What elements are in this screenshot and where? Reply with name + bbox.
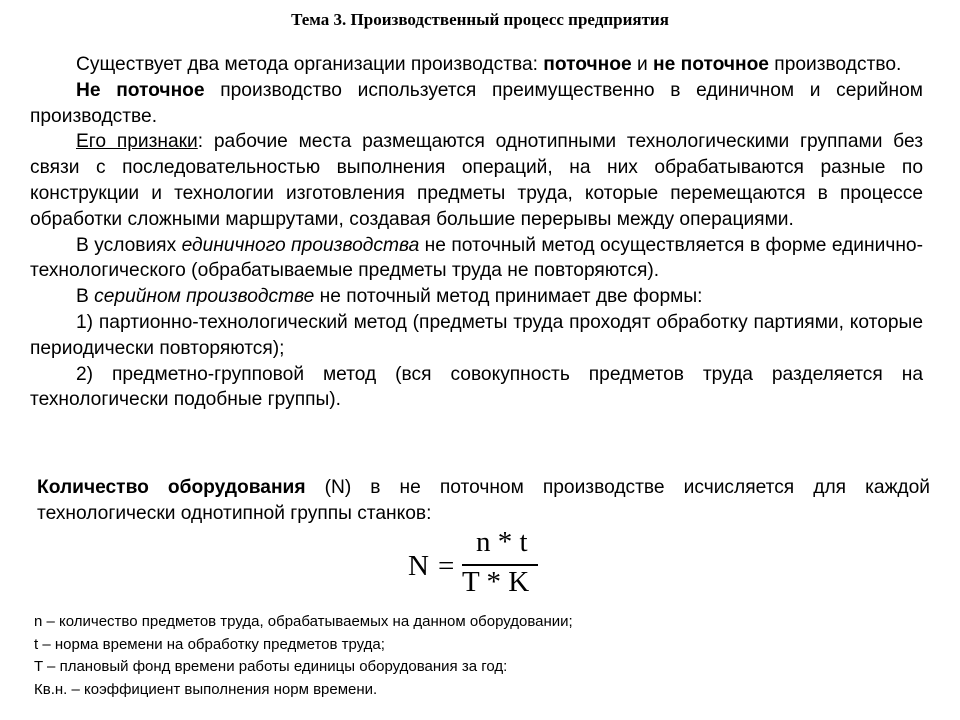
text-run: В [76,286,95,308]
term-serial-production: серийном производстве [94,286,315,308]
term-equipment-count: Количество оборудования [37,477,306,498]
paragraph-form-1: 1) партионно-технологический метод (предметы труда проходят обработку партиями, которые периодически повторяются); [30,311,923,359]
definition-item: T – плановый фонд времени работы единицы оборудования за год: [34,658,508,675]
text-run: Существует два метода организации производства: [76,54,544,75]
formula-lhs: N [408,550,429,582]
equipment-formula [408,526,608,606]
equipment-section [37,475,930,527]
text-run: не поточный метод осуществляется в форме единично-технологического (обрабатываемые предметы труда не повторяются). [30,234,923,282]
formula-numerator: n * t [476,526,528,558]
text-run: производство используется преимущественно в единичном и серийном производстве. [30,79,923,127]
paragraph-methods [30,52,923,78]
definition-item: n – количество предметов труда, обрабатываемых на данном оборудовании; [34,613,573,630]
definition-item: t – норма времени на обработку предметов труда; [34,635,385,653]
formula-denominator: T * K [462,566,530,598]
paragraph-features [30,129,923,232]
paragraph-serial-production [30,284,923,310]
formula-equals: = [438,550,455,582]
paragraph-unit-production [30,233,923,285]
term-non-flow: Не поточное [76,79,205,101]
main-text [30,52,923,413]
text-run: производство. [768,54,902,75]
paragraph-non-flow-usage [30,78,923,130]
text-run: : рабочие места размещаются однотипными технологическими группами без связи с последовательностью выполнения операций, на них обрабатываются разные по конструкции и технологии изготовления предметы труда, которые перемещаются в процессе обработки сложными маршрутами, создавая большие перерывы между операциями. [30,131,923,230]
term-flow: поточное [543,54,632,75]
term-unit-production: единичного производства [181,234,420,256]
text-run: и [631,54,654,75]
paragraph-equipment [37,475,930,527]
definitions-list [34,611,914,701]
text-run: (N) в не поточном производстве исчисляется для каждой технологически однотипной группы станков: [37,477,930,524]
features-label: Его признаки [76,131,198,153]
definition-item: Кв.н. – коэффициент выполнения норм времени. [34,680,378,698]
text-run: В условиях [76,234,182,256]
text-run: не поточный метод принимает две формы: [314,286,703,308]
paragraph-form-2: 2) предметно-групповой метод (вся совокупность предметов труда разделяется на технологически подобные группы). [30,363,923,411]
term-non-flow: не поточное [653,54,769,75]
page-title: Тема 3. Производственный процесс предприятия [291,10,669,29]
